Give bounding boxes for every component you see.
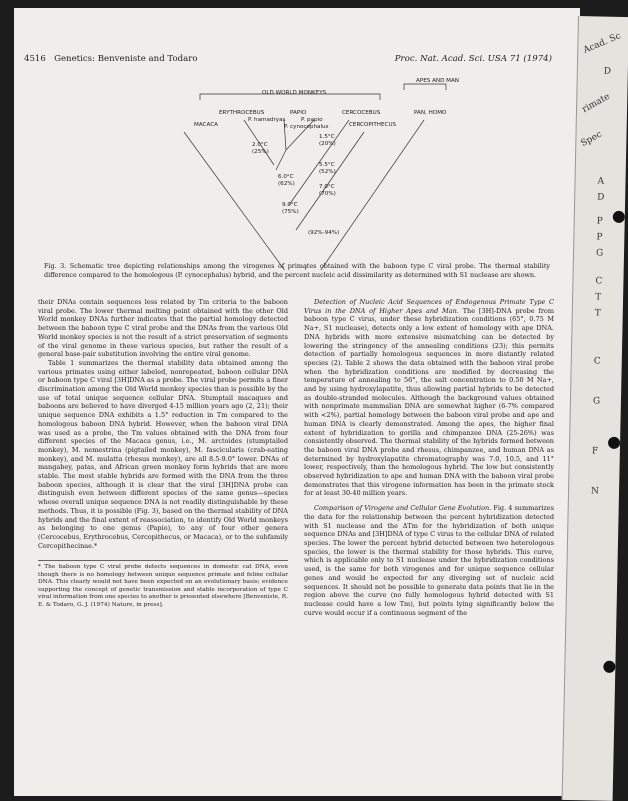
node-temp-3: 6.0°C (278, 174, 294, 180)
side-fragment: T (595, 292, 602, 303)
side-fragment: P (596, 216, 603, 227)
right-column (304, 298, 554, 617)
side-fragment: P (596, 232, 603, 243)
side-fragment: Acad. Sc (582, 31, 623, 56)
section-detection (304, 298, 554, 498)
side-fragment: D (603, 66, 612, 77)
document-page (14, 8, 580, 796)
side-fragment: Spec (579, 129, 604, 150)
node-temp-5: 9.0°C (282, 202, 298, 208)
species-p-papio: P. papio (301, 117, 323, 123)
genus-pan-homo: PAN, HOMO (414, 110, 447, 116)
binder-hole (608, 437, 620, 449)
node-pct-3: (62%) (278, 181, 295, 187)
node-temp-2: 5.5°C (319, 162, 335, 168)
running-title: Genetics: Benveniste and Todaro (54, 54, 198, 64)
side-fragment: D (597, 192, 605, 203)
side-fragment: F (591, 446, 599, 457)
group-label-apes: APES AND MAN (416, 78, 459, 84)
side-fragment: C (595, 276, 603, 287)
binder-hole (613, 211, 625, 223)
page-number: 4516 (24, 54, 46, 64)
node-temp-1: 1.5°C (319, 134, 335, 140)
node-temp-0: 2.0°C (252, 142, 268, 148)
side-fragment: T (594, 308, 601, 319)
genus-papio: PAPIO (290, 110, 307, 116)
side-fragment: C (593, 356, 601, 367)
genus-macaca: MACACA (194, 122, 218, 128)
species-p-cynocephalus: P. cynocephalus (284, 124, 329, 130)
left-column (38, 298, 288, 609)
node-pct-4: (70%) (319, 191, 336, 197)
section-body-comparison: Fig. 4 summarizes the data for the relationship between the percent hybridization detected with S1 nuclease and the ΔTm for the hybridization of both unique sequence DNAs and [3H]DNA of type C virus to the cellular DNA of related species. The lower the percent hybrid detected between two heterologous species, the lower is the thermal stability for those hybrids. This curve, which is applicable only to S1 nuclease under the hybridization conditions used, is the same for both virogenes and for unique sequence cellular genes and would be expected for any diverging set of nucleic acid sequences. It should not be possible to generate data points that lie in the region above the curve (no fully homologous hybrid detected with S1 nuclease could have a low Tm), but points lying significantly below the curve would occur if a continuous segment of the (304, 504, 554, 617)
footnote: * The baboon type C viral probe detects sequences in domestic cat DNA, even though there is no homology between unique sequence primate and feline cellular DNA. This clearly would not have been expected on an evolutionary basis; evidence supporting the concept of genetic transmission and stable incorporation of type C viral information from one species to another is presented elsewhere [Benveniste, R. E. & Todaro, G. J. (1974) Nature, in press]. (38, 560, 288, 609)
node-pct-6: (92%-94%) (308, 230, 340, 236)
genus-cercocebus: CERCOCEBUS (342, 110, 381, 116)
section-body-detection: The [3H]-DNA probe from baboon type C virus, under these hybridization conditions (65°, 0.75 M Na+, S1 nuclease), detects only a low extent of homology with ape DNA. DNA hybrids with more extensive mismatching can be detected by lowering the stringency of the annealing conditions (23); this permits detection of partially homologous sequences in more distantly related species (2). Table 2 shows the data obtained with the baboon viral probe when the hybridization conditions are modified by decreasing the temperature of annealing to 56°, the salt concentration to 0.50 M Na+, and by using hydroxylapatite, thus allowing partial hybrids to be detected as double-stranded molecules. Although the background values obtained with nonprimate mammalian DNA are somewhat higher (6-7% compared with <2%), partial homology between the baboon viral probe and ape and human DNA is clearly demonstrated. Among the apes, the higher final extent of hybridization to gorilla and chimpanzee DNA (25-26%) was consistently observed. The thermal stability of the hybrids formed between the baboon viral DNA probe and rhesus, chimpanzee, and human DNA as determined by hydroxylapatite chromatography was 7.0, 10.5, and 11° lower, respectively, than the homologous hybrid. The low but consistently observed hybridization to ape and human DNA with the baboon viral probe demonstrates that this virogene information has been in the primate stock for at least 30-40 million years. (304, 306, 555, 498)
group-label-old-world: OLD WORLD MONKEYS (262, 90, 327, 96)
side-fragment: N (590, 486, 600, 497)
section-comparison (304, 504, 554, 617)
node-temp-4: 7.0°C (319, 184, 335, 190)
phylogenetic-tree-figure (14, 70, 580, 270)
node-pct-1: (20%) (319, 141, 336, 147)
node-pct-5: (75%) (282, 209, 299, 215)
section-title-comparison: Comparison of Virogene and Cellular Gene Evolution. (314, 504, 492, 513)
section-title-detection: Detection of Nucleic Acid Sequences of Endogenous Primate Type C Virus in the DNA of Higher Apes and Man. (304, 298, 554, 315)
side-fragment: G (595, 248, 604, 259)
genus-cercopithecus: CERCOPITHECUS (349, 122, 397, 128)
left-paragraph-2: Table 1 summarizes the thermal stability data obtained among the various primates using either labeled, nonrepeated, baboon cellular DNA or baboon type C viral [3H]DNA as a probe. The viral probe permits a finer discrimination among the Old World monkey species than is possible by the use of total unique sequence cellular DNA. Stumptail macaques and baboons are believed to have diverged 4-15 million years ago (2, 21); their unique sequence DNA exhibits a 1.5° reduction in Tm compared to the homologous baboon DNA hybrid. However, when the baboon viral DNA was used as a probe, the Tm values obtained with the DNA from four different species of the Macaca genus, i.e., M. arctoides (stumptailed monkey), M. nemestrina (pigtailed monkey), M. fascicularis (crab-eating monkey), and M. mulatta (rhesus monkey), are all 8.5-9.0° lower. DNAs of mangabey, patas, and African green monkey form hybrids that are more stable. The most stable hybrids are formed with the DNA from the three baboon species, although it is clear that the viral [3H]DNA probe can distinguish even between different species of the same genus—species whose overall unique sequence DNA is not readily distinguishable by these methods. Thus, it is possible (Fig. 3), based on the thermal stability of DNA hybrids and the final extent of reassociation, to identify Old World monkeys as belonging to one genus (Papio), to any of four other genera (Cercocebus, Erythrocebus, Cercopithecus, or Macaca), or to the subfamily Cercopithecinae.* (38, 358, 288, 550)
journal-citation: Proc. Nat. Acad. Sci. USA 71 (1974) (394, 54, 552, 64)
binder-hole (603, 661, 615, 673)
figure-caption: Fig. 3. Schematic tree depicting relationships among the virogenes of primates obtained with the baboon type C viral probe. The thermal stability difference compared to the homologous (P. cynocephalus) hybrid, and the percent nucleic acid dissimilarity as determined with S1 nuclease are shown. (44, 262, 550, 279)
side-fragment: rimate (580, 91, 612, 116)
node-pct-0: (25%) (252, 149, 269, 155)
side-fragment: A (597, 176, 605, 187)
page-header-left (24, 54, 198, 64)
genus-erythrocebus: ERYTHROCEBUS (219, 110, 265, 116)
side-fragment: G (592, 396, 601, 407)
apes-bracket (404, 84, 446, 90)
left-paragraph-1: their DNAs contain sequences less related by Tm criteria to the baboon viral probe. The lower thermal melting point obtained with the other Old World monkey DNAs further indicates that the partial homology detected between the baboon type C viral probe and the DNAs from the various Old World monkey species is not the result of a strict preservation of segments of the viral genome in these various species, but rather the result of a general base-pair substitution involving the entire viral genome. (38, 298, 288, 359)
species-p-hamadryas: P. hamadryas (248, 117, 286, 123)
node-pct-2: (52%) (319, 169, 336, 175)
